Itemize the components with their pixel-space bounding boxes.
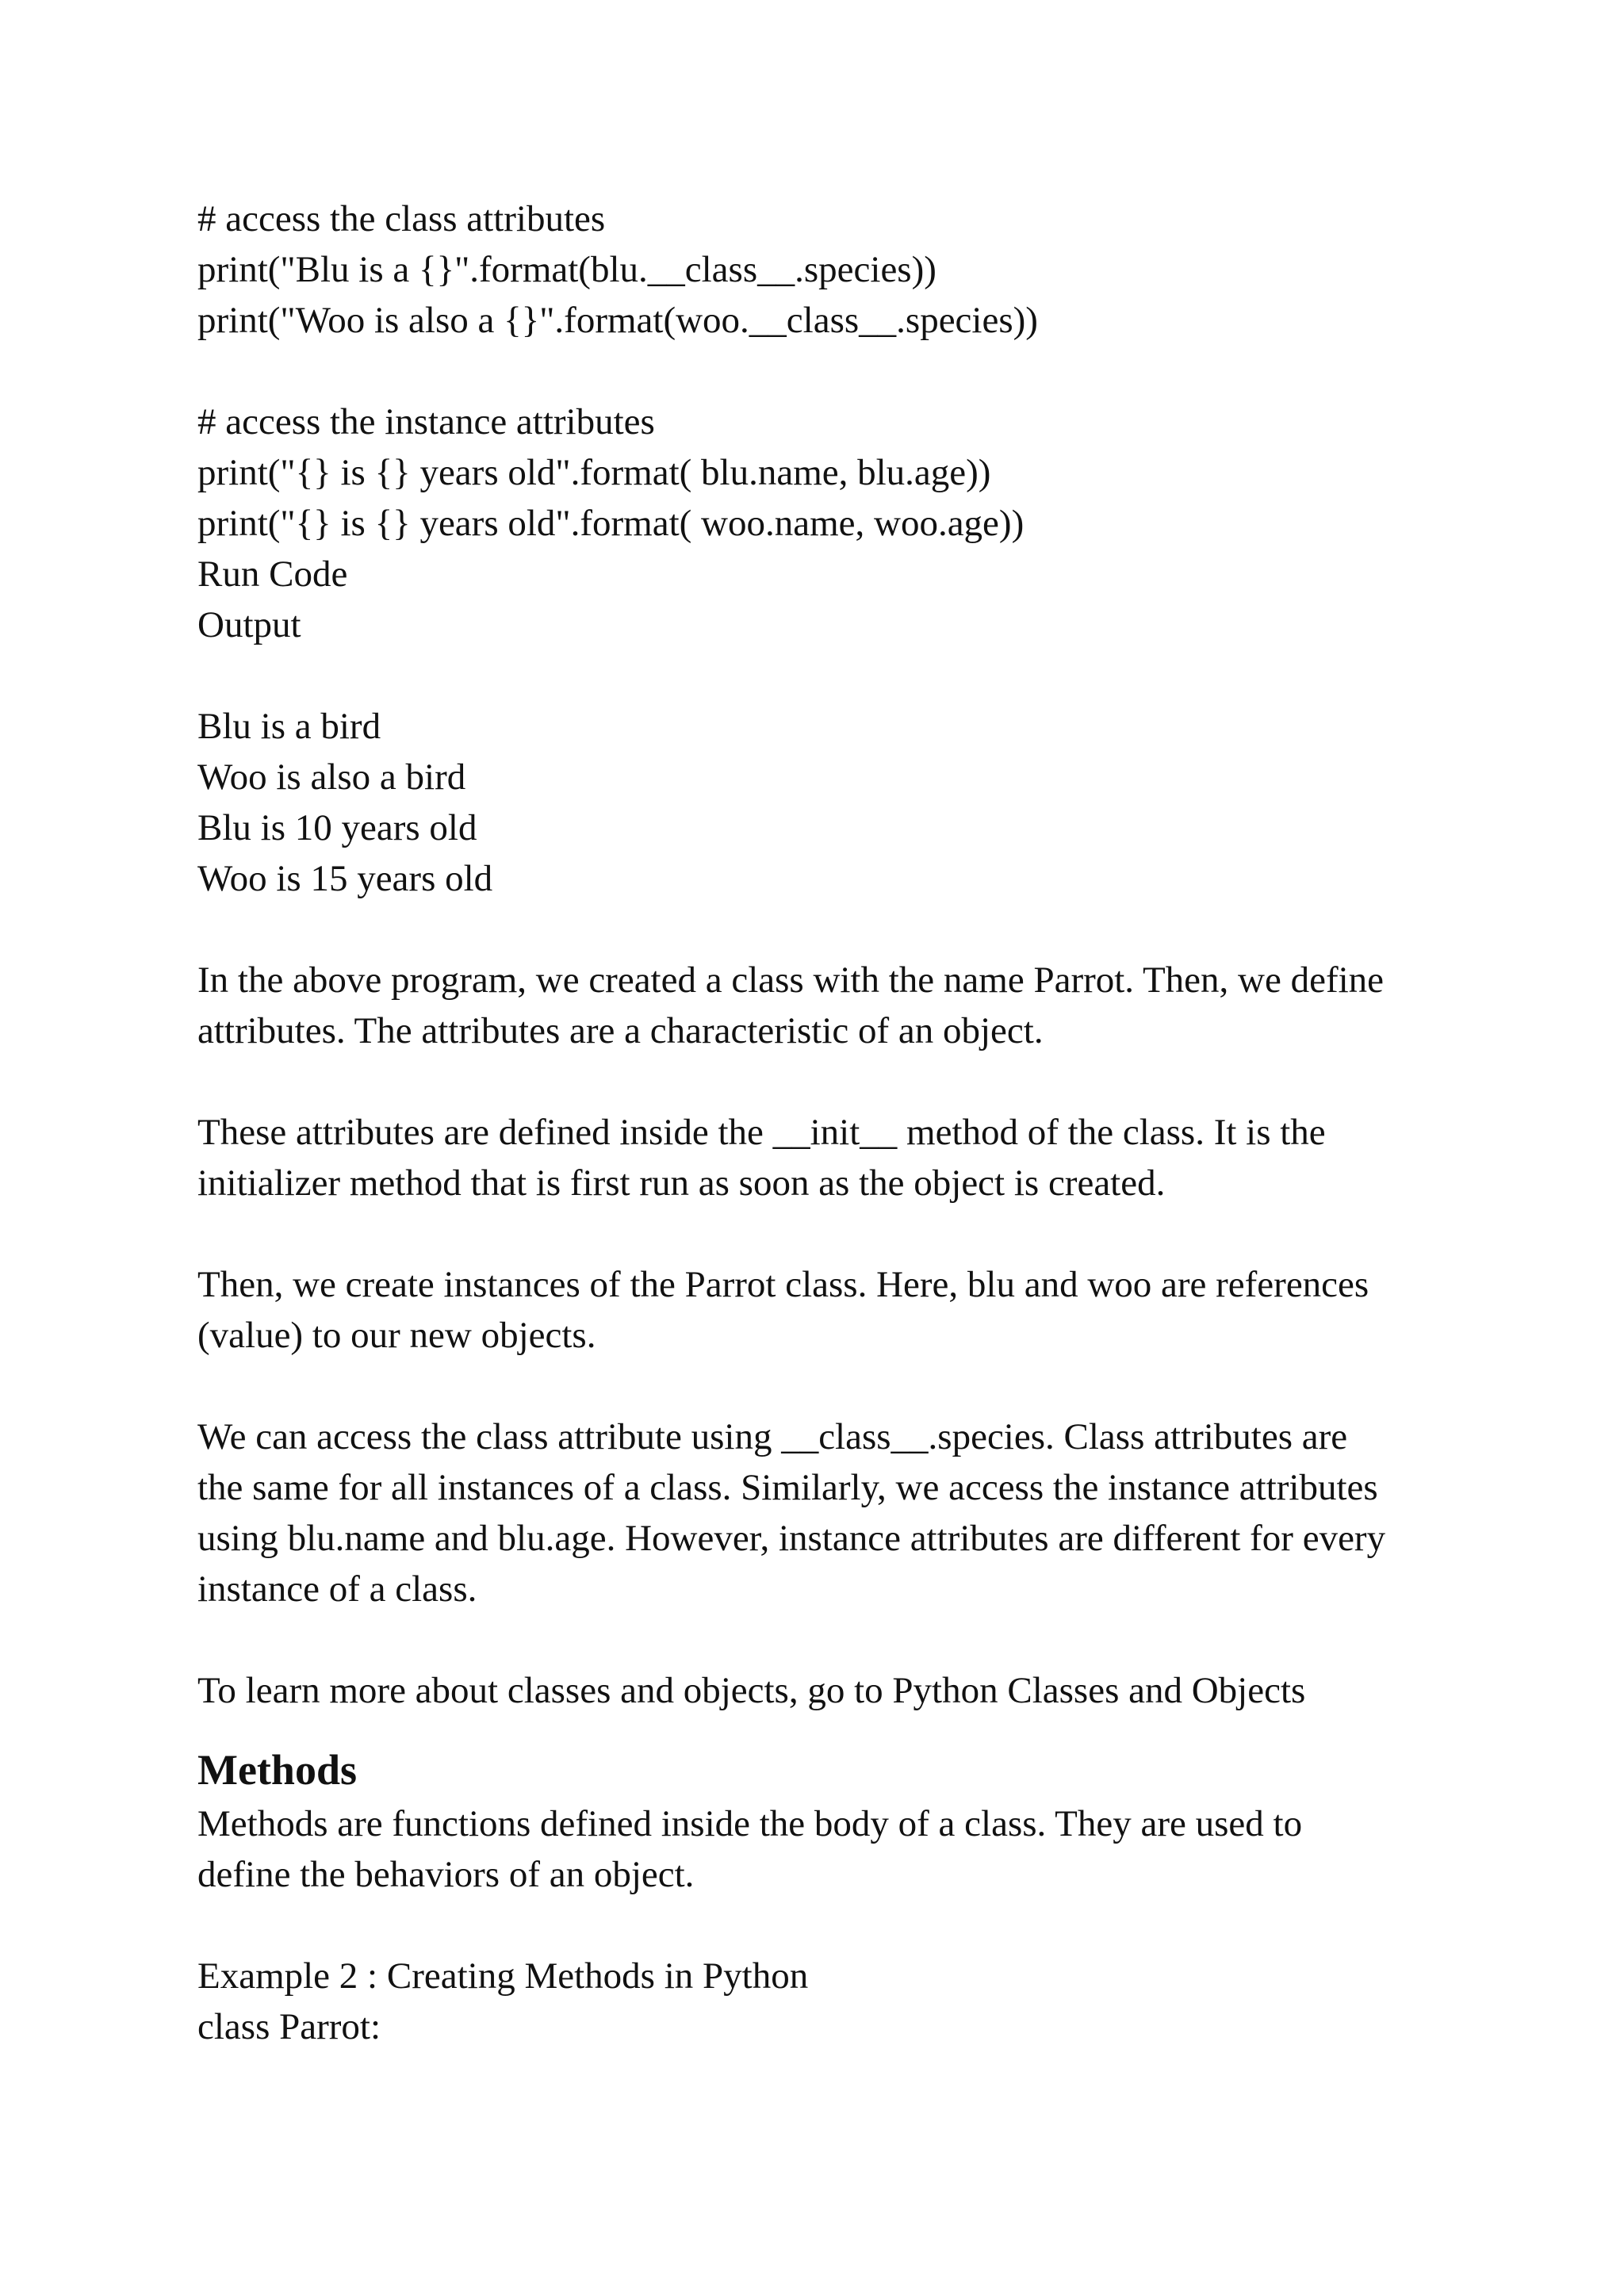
spacer: [197, 1361, 1482, 1411]
spacer: [197, 1716, 1482, 1732]
spacer: [197, 1056, 1482, 1107]
example-title: Example 2 : Creating Methods in Python: [197, 1955, 809, 1997]
code-block-class-attributes: [197, 193, 1482, 346]
paragraph-line: attributes. The attributes are a characteristic of an object.: [197, 1010, 1044, 1051]
paragraph-instances: [197, 1259, 1482, 1361]
paragraph-init-method: [197, 1107, 1482, 1208]
output-line: Woo is 15 years old: [197, 858, 493, 899]
spacer: [197, 346, 1482, 396]
code-line: print("{} is {} years old".format( woo.name, woo.age)): [197, 503, 1025, 544]
spacer: [197, 1208, 1482, 1259]
code-block-instance-attributes: [197, 396, 1482, 549]
spacer: [197, 1614, 1482, 1665]
paragraph-line: Methods are functions defined inside the body of a class. They are used to: [197, 1803, 1303, 1844]
paragraph-line: (value) to our new objects.: [197, 1315, 596, 1356]
code-comment: # access the class attributes: [197, 198, 606, 239]
paragraph-line: the same for all instances of a class. Similarly, we access the instance attributes: [197, 1467, 1378, 1508]
output-line: Blu is a bird: [197, 706, 381, 747]
code-line: print("Woo is also a {}".format(woo.__class__.species)): [197, 300, 1038, 341]
output-label: Output: [197, 604, 301, 645]
paragraph-access-attributes: [197, 1411, 1482, 1614]
run-code-label: Run Code: [197, 553, 348, 595]
paragraph-learn-more: [197, 1665, 1482, 1716]
paragraph-line: Then, we create instances of the Parrot class. Here, blu and woo are references: [197, 1264, 1369, 1305]
spacer: [197, 650, 1482, 701]
code-line: print("Blu is a {}".format(blu.__class__.species)): [197, 249, 936, 290]
methods-section: [197, 1741, 1482, 2052]
paragraph-line: To learn more about classes and objects, go to Python Classes and Objects: [197, 1670, 1306, 1711]
code-line: class Parrot:: [197, 2006, 381, 2047]
output-block: [197, 701, 1482, 904]
code-line: print("{} is {} years old".format( blu.name, blu.age)): [197, 452, 991, 493]
spacer: [197, 904, 1482, 955]
paragraph-line: These attributes are defined inside the __init__ method of the class. It is the: [197, 1112, 1326, 1153]
output-line: Blu is 10 years old: [197, 807, 477, 848]
document-page: [197, 193, 1482, 2052]
section-heading: Methods: [197, 1746, 357, 1794]
paragraph-line: instance of a class.: [197, 1568, 477, 1610]
code-comment: # access the instance attributes: [197, 401, 655, 442]
paragraph-line: define the behaviors of an object.: [197, 1854, 695, 1895]
paragraph-line: using blu.name and blu.age. However, instance attributes are different for every: [197, 1518, 1386, 1559]
paragraph-line: We can access the class attribute using __class__.species. Class attributes are: [197, 1416, 1348, 1457]
paragraph-line: In the above program, we created a class with the name Parrot. Then, we define: [197, 959, 1385, 1001]
spacer: [197, 1900, 1482, 1951]
paragraph-program-explanation: [197, 955, 1482, 1056]
output-line: Woo is also a bird: [197, 756, 466, 798]
paragraph-line: initializer method that is first run as soon as the object is created.: [197, 1162, 1166, 1204]
